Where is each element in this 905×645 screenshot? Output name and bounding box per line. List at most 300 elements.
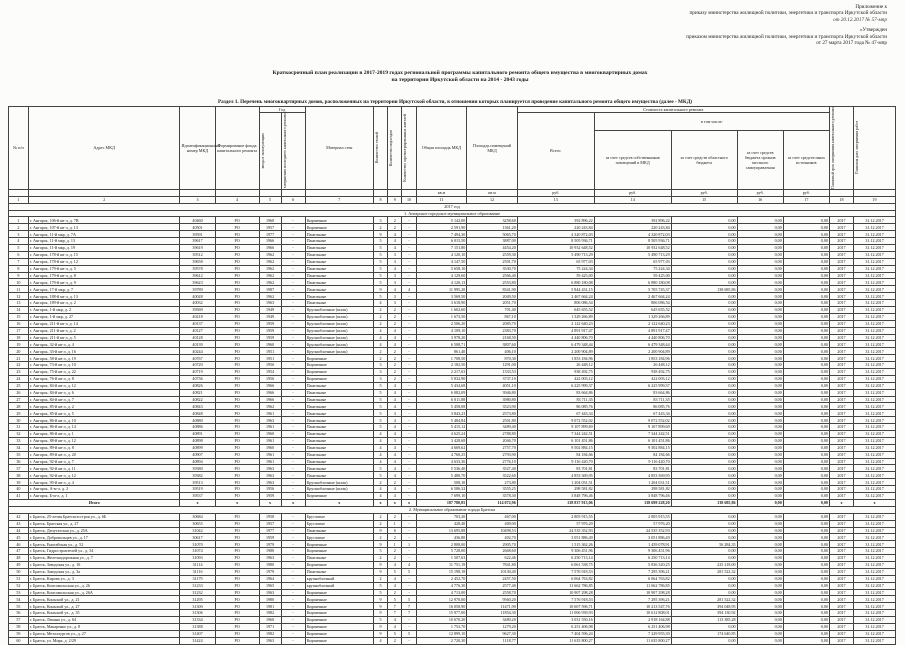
table-cell: 39578: [180, 265, 215, 272]
table-cell: 6 225 999,37: [517, 382, 594, 389]
table-cell: 1980: [259, 561, 281, 568]
col-local: за счет средств бюджета органов местного самоуправления: [737, 130, 783, 189]
table-cell: 55: [9, 603, 29, 610]
table-cell: 2017: [829, 320, 853, 327]
table-cell: 11 635 800,27: [517, 637, 594, 644]
table-cell: Кирпичные: [305, 217, 373, 224]
table-cell: г. Братск, Ленина ул., д. 64: [28, 617, 180, 624]
table-cell: 0,00: [783, 630, 829, 637]
table-cell: 6 011,88: [416, 396, 467, 403]
table-cell: 0,00: [783, 265, 829, 272]
table-cell: 0,00: [783, 486, 829, 493]
table-cell: -: [402, 244, 416, 251]
table-cell: 7 295 396,21: [594, 596, 671, 603]
table-cell: 2017: [829, 630, 853, 637]
table-cell: 0,00: [737, 300, 783, 307]
table-cell: 5 658,10: [416, 265, 467, 272]
table-cell: 2788,80: [467, 431, 518, 438]
table-cell: Панельные: [305, 403, 373, 410]
table-cell: 2017: [829, 424, 853, 431]
table-cell: 2017: [829, 444, 853, 451]
table-cell: -: [281, 244, 305, 251]
table-cell: 2017: [829, 313, 853, 320]
table-cell: 31295: [180, 596, 215, 603]
table-cell: 26 448,12: [594, 362, 671, 369]
table-row: [9, 362, 896, 369]
table-cell: 31306: [180, 610, 215, 617]
col-walls: Материал стен: [305, 107, 373, 190]
table-cell: -: [402, 548, 416, 555]
table-cell: Панельные: [305, 451, 373, 458]
table-cell: 31.12.2017: [854, 341, 896, 348]
table-cell: 4: [388, 417, 402, 424]
table-cell: 0,00: [783, 341, 829, 348]
table-cell: 0,00: [671, 355, 737, 362]
table-cell: 5: [373, 389, 387, 396]
table-cell: 57: [9, 617, 29, 624]
table-cell: 3 051 886,49: [517, 534, 594, 541]
table-cell: -: [281, 444, 305, 451]
table-cell: 31.12.2017: [854, 417, 896, 424]
col-area-living: Площадь помещений МКД: [467, 107, 518, 190]
table-cell: 33: [9, 437, 29, 444]
table-cell: 0,00: [737, 272, 783, 279]
table-cell: 2017: [829, 555, 853, 562]
table-cell: 1 204 031,51: [594, 479, 671, 486]
table-cell: 2168,50: [467, 334, 518, 341]
table-cell: Крупноблочные (шлак): [305, 486, 373, 493]
table-row: [9, 444, 896, 451]
table-cell: 394 130,92: [671, 610, 737, 617]
table-cell: г. Ангарск, 84-й кв-л, д. 6: [28, 389, 180, 396]
table-cell: 2017: [829, 479, 853, 486]
table-cell: 622,46: [467, 555, 518, 562]
table-cell: 4: [373, 300, 387, 307]
table-cell: 2: [373, 555, 387, 562]
table-cell: 5: [373, 617, 387, 624]
table-cell: 58: [9, 623, 29, 630]
table-cell: 0,00: [783, 458, 829, 465]
table-cell: 31.12.2017: [854, 493, 896, 500]
table-cell: 31.12.2017: [854, 623, 896, 630]
title-line-1: Краткосрочный план реализации в 2017-2019 годах региональной программы капитального ремонта общего имущества в многоквартирных домах: [272, 70, 648, 76]
table-cell: 7 699,10: [416, 493, 467, 500]
table-cell: 2: [373, 520, 387, 527]
table-cell: 31179: [180, 575, 215, 582]
table-cell: 0,00: [783, 431, 829, 438]
table-cell: 31.12.2017: [854, 355, 896, 362]
table-cell: 0,00: [737, 575, 783, 582]
table-cell: РО: [215, 258, 259, 265]
table-cell: 7 494,30: [416, 231, 467, 238]
table-cell: 4 776,30: [416, 582, 467, 589]
column-number: 10: [402, 196, 416, 203]
year-row-label: 2017 год: [9, 203, 896, 210]
table-cell: 225 218,00: [671, 561, 737, 568]
table-row: [9, 410, 896, 417]
table-cell: Панельные: [305, 293, 373, 300]
table-cell: 0,00: [783, 320, 829, 327]
table-cell: 51: [9, 575, 29, 582]
table-cell: 298 581,82: [594, 486, 671, 493]
table-cell: Панельные: [305, 472, 373, 479]
table-cell: 4 633,36: [416, 458, 467, 465]
table-cell: 1 853 184,96: [517, 355, 594, 362]
table-cell: 4 625,24: [416, 431, 467, 438]
column-number: 1: [9, 196, 29, 203]
table-cell: 10 612 808,01: [594, 610, 671, 617]
column-number: 4: [215, 196, 259, 203]
table-row: [9, 541, 896, 548]
total-cell: x: [180, 499, 215, 506]
table-cell: -: [281, 231, 305, 238]
table-cell: 2: [388, 555, 402, 562]
table-row: [9, 630, 896, 637]
table-cell: -: [402, 224, 416, 231]
table-cell: 3 569,50: [416, 293, 467, 300]
unit-rub-2: руб.: [594, 189, 671, 196]
table-cell: 2553,80: [467, 279, 518, 286]
table-cell: 4: [373, 637, 387, 644]
table-cell: 3: [373, 362, 387, 369]
table-cell: -: [281, 300, 305, 307]
document-title: [150, 70, 770, 84]
table-cell: 9: [373, 623, 387, 630]
table-cell: 0,00: [671, 265, 737, 272]
table-cell: 1961: [259, 410, 281, 417]
table-cell: г. Братск, Депутатская ул., д. 25А: [28, 527, 180, 534]
table-cell: 1966: [259, 244, 281, 251]
table-cell: 0,00: [783, 251, 829, 258]
table-cell: 2573,80: [467, 410, 518, 417]
table-cell: 10 670,20: [416, 617, 467, 624]
table-cell: РО: [215, 362, 259, 369]
table-cell: 40848: [180, 410, 215, 417]
table-cell: 9: [373, 541, 387, 548]
table-row: [9, 403, 896, 410]
table-cell: 4: [388, 327, 402, 334]
table-cell: 2: [388, 348, 402, 355]
table-cell: 1977: [259, 527, 281, 534]
table-cell: 7: [9, 258, 29, 265]
table-cell: 31.12.2017: [854, 272, 896, 279]
table-cell: -: [402, 637, 416, 644]
table-cell: 1956: [259, 362, 281, 369]
header-line-6: от 27 марта 2017 года № 47-мпр: [816, 40, 887, 47]
table-cell: 0,00: [671, 382, 737, 389]
table-row: [9, 637, 896, 644]
table-cell: 6: [388, 527, 402, 534]
table-cell: 2 200 904,89: [594, 348, 671, 355]
table-cell: 1 204 031,51: [517, 479, 594, 486]
table-cell: 2017: [829, 610, 853, 617]
table-cell: 1291,00: [467, 362, 518, 369]
table-cell: г. Ангарск, 33-й кв-л, д. 16: [28, 348, 180, 355]
table-cell: 298 581,82: [517, 486, 594, 493]
table-cell: 31.12.2017: [854, 555, 896, 562]
table-cell: 1: [388, 520, 402, 527]
table-cell: РО: [215, 555, 259, 562]
table-cell: -: [402, 493, 416, 500]
table-cell: 6 225 999,37: [594, 382, 671, 389]
table-cell: 40843: [180, 403, 215, 410]
table-cell: 31.12.2017: [854, 465, 896, 472]
table-row: [9, 451, 896, 458]
table-cell: 2017: [829, 623, 853, 630]
table-row: [9, 568, 896, 575]
table-cell: 7: [388, 610, 402, 617]
table-cell: 0,00: [737, 610, 783, 617]
table-cell: 2017: [829, 286, 853, 293]
table-cell: 1962: [259, 265, 281, 272]
table-cell: г. Ангарск, 211-й кв-л, д. 5: [28, 334, 180, 341]
table-cell: 0,00: [737, 479, 783, 486]
total-cell: 138 699 228,20: [594, 499, 671, 506]
table-row: [9, 217, 896, 224]
table-cell: 1980: [259, 548, 281, 555]
table-cell: 1980: [259, 596, 281, 603]
table-cell: 40822: [180, 396, 215, 403]
col-year-group: Год: [259, 107, 305, 113]
table-cell: 83 711,35: [517, 396, 594, 403]
unit-rub-5: руб.: [783, 189, 829, 196]
table-cell: 3523,90: [467, 403, 518, 410]
table-cell: 4 713,00: [416, 589, 467, 596]
table-cell: 3555,25: [467, 486, 518, 493]
table-cell: 2017: [829, 279, 853, 286]
table-cell: 65 977,03: [517, 258, 594, 265]
table-cell: -: [402, 375, 416, 382]
table-cell: 4 320 872,03: [517, 231, 594, 238]
table-cell: Брусчатые: [305, 513, 373, 520]
table-row: [9, 575, 896, 582]
table-cell: 0,00: [783, 410, 829, 417]
table-cell: Панельные: [305, 286, 373, 293]
table-cell: 7841,80: [467, 561, 518, 568]
table-cell: 3980,80: [467, 396, 518, 403]
table-cell: 11 662 786,85: [594, 582, 671, 589]
table-cell: 0,00: [671, 486, 737, 493]
table-cell: 31232: [180, 589, 215, 596]
col-deadline: Плановый срок завершения капитального ремонта: [829, 107, 853, 190]
table-cell: 0,00: [783, 541, 829, 548]
table-row: [9, 396, 896, 403]
table-cell: -: [281, 493, 305, 500]
column-number: 19: [854, 196, 896, 203]
table-cell: РО: [215, 272, 259, 279]
table-row: [9, 486, 896, 493]
table-row: [9, 369, 896, 376]
table-cell: 0,00: [671, 465, 737, 472]
table-cell: 1966: [259, 396, 281, 403]
group-heading-label: 2. Муниципальное образование города Братска: [9, 506, 896, 513]
column-number: 2: [28, 196, 180, 203]
table-cell: 9560,20: [467, 596, 518, 603]
table-cell: г. Ангарск, 107-й кв-л, д. 13: [28, 224, 180, 231]
table-cell: 4: [388, 334, 402, 341]
table-row: [9, 341, 896, 348]
table-cell: 9: [373, 568, 387, 575]
table-cell: 4: [388, 458, 402, 465]
table-cell: 220 243,84: [517, 224, 594, 231]
table-cell: 4: [373, 451, 387, 458]
table-cell: 8 505 936,71: [517, 238, 594, 245]
table-cell: 11 662 786,85: [517, 582, 594, 589]
table-cell: 1956: [259, 375, 281, 382]
table-cell: -: [281, 320, 305, 327]
table-cell: 4051,10: [467, 382, 518, 389]
table-cell: г. Братск, 25-летия Братскгэсстроя ул., д. 6Б: [28, 513, 180, 520]
table-cell: -: [281, 617, 305, 624]
table-cell: 1964: [259, 575, 281, 582]
table-cell: РО: [215, 575, 259, 582]
table-cell: 2017: [829, 231, 853, 238]
table-cell: 4: [388, 286, 402, 293]
table-cell: 2017: [829, 451, 853, 458]
table-cell: 4: [9, 238, 29, 245]
table-cell: 9 502 884,15: [517, 444, 594, 451]
table-cell: 12 899,10: [416, 630, 467, 637]
table-cell: 0,00: [783, 513, 829, 520]
table-cell: 5: [373, 410, 387, 417]
table-row: [9, 231, 896, 238]
table-cell: 5: [402, 568, 416, 575]
table-cell: 2017: [829, 258, 853, 265]
table-cell: 6 064 763,82: [517, 575, 594, 582]
table-cell: 31.12.2017: [854, 610, 896, 617]
table-cell: -: [402, 362, 416, 369]
table-cell: 4: [388, 623, 402, 630]
table-cell: 11 751,19: [416, 561, 467, 568]
table-cell: РО: [215, 334, 259, 341]
table-cell: 861,40: [416, 348, 467, 355]
table-cell: 10 907 298,28: [594, 589, 671, 596]
table-cell: 1 753,70: [416, 623, 467, 630]
table-cell: 1949: [259, 307, 281, 314]
table-cell: -: [281, 217, 305, 224]
table-cell: г. Ангарск, 88-й кв-л, д. 12: [28, 437, 180, 444]
table-cell: -: [402, 437, 416, 444]
table-cell: -: [402, 403, 416, 410]
table-cell: 31.12.2017: [854, 231, 896, 238]
table-cell: 31.12.2017: [854, 334, 896, 341]
table-cell: 0,00: [783, 424, 829, 431]
table-cell: 1960: [259, 444, 281, 451]
table-cell: РО: [215, 541, 259, 548]
table-cell: 5 142,00: [416, 217, 467, 224]
table-cell: г. Ангарск, 17-й мкр, д. 7: [28, 286, 180, 293]
table-cell: 16 058,90: [416, 603, 467, 610]
table-cell: 8 505 936,71: [594, 238, 671, 245]
table-cell: -: [402, 265, 416, 272]
table-cell: 31424: [180, 637, 215, 644]
table-cell: 2383,70: [467, 327, 518, 334]
table-cell: 31.12.2017: [854, 630, 896, 637]
table-cell: г. Ангарск, 188-й кв-л, д. 13: [28, 293, 180, 300]
total-cell: x: [388, 499, 402, 506]
table-cell: 0,00: [671, 251, 737, 258]
table-cell: 0,00: [737, 279, 783, 286]
table-cell: 392 896,22: [594, 217, 671, 224]
table-cell: г. Ангарск, А-м-л, д. 2: [28, 486, 180, 493]
table-cell: 436,80: [416, 534, 467, 541]
table-cell: 30655: [180, 520, 215, 527]
table-row: [9, 493, 896, 500]
table-cell: 0,00: [671, 341, 737, 348]
table-cell: 1 329 266,89: [594, 313, 671, 320]
table-cell: 1981: [259, 603, 281, 610]
table-cell: 5 434,68: [416, 382, 467, 389]
total-cell: x: [829, 499, 853, 506]
table-cell: -: [402, 520, 416, 527]
table-cell: -: [281, 313, 305, 320]
table-cell: 0,00: [671, 279, 737, 286]
table-cell: 31.12.2017: [854, 603, 896, 610]
table-cell: Панельные: [305, 527, 373, 534]
table-cell: 394 048,95: [671, 603, 737, 610]
table-cell: 31.12.2017: [854, 300, 896, 307]
table-cell: 2: [388, 313, 402, 320]
column-number: 13: [517, 196, 594, 203]
table-cell: 0,00: [737, 355, 783, 362]
table-cell: 1961: [259, 437, 281, 444]
table-cell: 4 147,50: [416, 258, 467, 265]
table-cell: 6 479 348,44: [517, 341, 594, 348]
table-cell: 4 891 917,47: [517, 327, 594, 334]
table-cell: 3: [388, 279, 402, 286]
table-cell: 3807,60: [467, 341, 518, 348]
table-cell: 0,00: [671, 451, 737, 458]
table-cell: 2: [373, 313, 387, 320]
table-cell: 6 880 180,08: [594, 279, 671, 286]
table-cell: 2 591,90: [416, 224, 467, 231]
table-cell: 703,20: [416, 513, 467, 520]
table-cell: 31070: [180, 541, 215, 548]
table-cell: 4 120,13: [416, 279, 467, 286]
table-cell: 9 107 899,69: [517, 424, 594, 431]
table-cell: г. Ангарск, 178-й кв-л, д. 12: [28, 258, 180, 265]
table-cell: 1966: [259, 389, 281, 396]
total-cell: x: [373, 499, 387, 506]
column-number: 7: [305, 196, 373, 203]
table-cell: 9 502 884,15: [594, 444, 671, 451]
table-cell: 0,00: [671, 637, 737, 644]
table-cell: Панельные: [305, 251, 373, 258]
table-cell: 0,00: [783, 417, 829, 424]
table-cell: 1361,20: [467, 224, 518, 231]
table-cell: 5: [373, 382, 387, 389]
table-row: [9, 596, 896, 603]
table-cell: -: [402, 313, 416, 320]
table-cell: 0,00: [783, 355, 829, 362]
table-cell: 2: [373, 348, 387, 355]
table-cell: 0,00: [671, 320, 737, 327]
table-cell: 0,00: [783, 493, 829, 500]
table-cell: 1957: [259, 520, 281, 527]
col-region: за счет средств областного бюджета: [671, 130, 737, 189]
table-cell: 86 085,76: [517, 403, 594, 410]
table-cell: 3 051 886,49: [594, 534, 671, 541]
table-cell: г. Братск, ул. Мира, д. 2/29: [28, 637, 180, 644]
table-cell: 9: [373, 630, 387, 637]
table-cell: 4: [388, 465, 402, 472]
table-cell: 0,00: [737, 320, 783, 327]
table-cell: 31.12.2017: [854, 369, 896, 376]
table-cell: РО: [215, 603, 259, 610]
table-cell: 2046,70: [467, 437, 518, 444]
table-cell: 3: [373, 369, 387, 376]
table-cell: 28: [9, 403, 29, 410]
